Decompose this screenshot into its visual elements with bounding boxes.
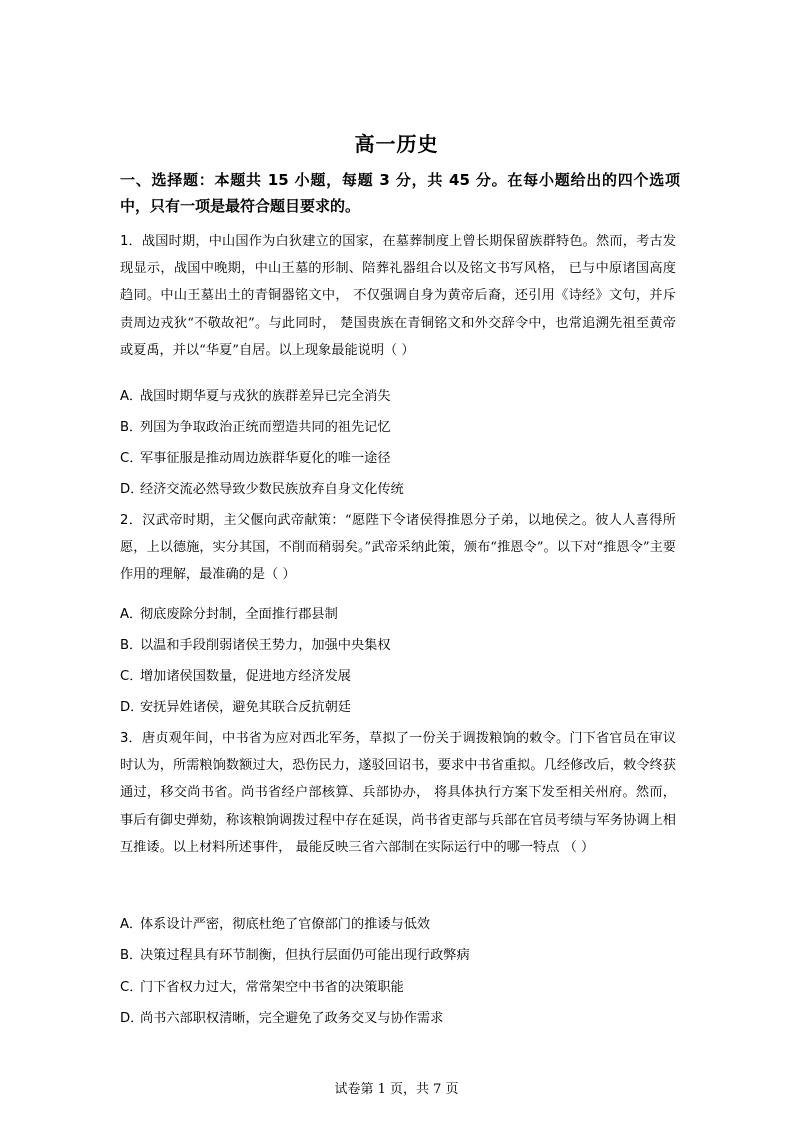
question-2-stem bbox=[120, 507, 676, 589]
question-2-option-c[interactable] bbox=[120, 667, 676, 687]
question-3-option-c[interactable] bbox=[120, 978, 676, 998]
question-3 bbox=[120, 725, 676, 861]
question-1 bbox=[120, 228, 676, 364]
section-heading: 一、选择题：本题共 15 小题，每题 3 分，共 45 分。在每小题给出的四个选项中，只有一项是最符合题目要求的。 bbox=[120, 171, 680, 215]
question-3-number: 3． bbox=[120, 731, 142, 746]
question-2-option-d[interactable] bbox=[120, 698, 676, 718]
option-letter: A． bbox=[120, 917, 143, 932]
question-3-option-d[interactable] bbox=[120, 1009, 676, 1029]
option-letter: C． bbox=[120, 669, 143, 684]
option-letter: D． bbox=[120, 482, 144, 497]
question-3-option-b[interactable] bbox=[120, 946, 676, 966]
option-text: 体系设计严密，彻底杜绝了官僚部门的推诿与低效 bbox=[140, 917, 431, 932]
option-letter: B． bbox=[120, 638, 143, 653]
question-2-number: 2． bbox=[120, 513, 143, 528]
option-text: 门下省权力过大，常常架空中书省的决策职能 bbox=[140, 980, 404, 995]
option-text: 增加诸侯国数量，促进地方经济发展 bbox=[140, 669, 351, 684]
question-2-option-b[interactable] bbox=[120, 636, 676, 656]
option-letter: B． bbox=[120, 420, 143, 435]
option-text: 安抚异姓诸侯，避免其联合反抗朝廷 bbox=[140, 700, 351, 715]
question-1-number: 1． bbox=[120, 234, 142, 249]
option-text: 列国为争取政治正统而塑造共同的祖先记忆 bbox=[140, 420, 391, 435]
page-footer: 试卷第 1 页，共 7 页 bbox=[334, 1082, 459, 1097]
option-letter: D． bbox=[120, 700, 144, 715]
question-1-stem bbox=[120, 228, 676, 364]
option-letter: A． bbox=[120, 389, 143, 404]
question-1-option-a[interactable] bbox=[120, 387, 676, 407]
option-letter: D． bbox=[120, 1011, 144, 1026]
question-1-text: 战国时期，中山国作为白狄建立的国家，在墓葬制度上曾长期保留族群特色。然而，考古发现显示，战国中晚期，中山王墓的形制、陪葬礼器组合以及铭文书写风格， 已与中原诸国高度趋同。中山王墓出土的青铜器铭文中， 不仅强调自身为黄帝后裔，还引用《诗经》文句，并斥责周边戎狄“不敬故祀”。与此同时， 楚国贵族在青铜铭文和外交辞令中，也常追溯先祖至黄帝或夏禹，并以“华夏”自居。以上现象最能说明（ ） bbox=[120, 234, 677, 358]
page-title: 高一历史 bbox=[354, 132, 439, 156]
question-2-text: 汉武帝时期，主父偃向武帝献策：“愿陛下令诸侯得推恩分子弟，以地侯之。彼人人喜得所愿，上以德施，实分其国，不削而稍弱矣。”武帝采纳此策，颁布“推恩令”。以下对“推恩令”主要作用的理解，最准确的是（ ） bbox=[120, 513, 676, 583]
question-3-stem bbox=[120, 725, 676, 861]
option-text: 决策过程具有环节制衡，但执行层面仍可能出现行政弊病 bbox=[140, 948, 470, 963]
option-text: 战国时期华夏与戎狄的族群差异已完全消失 bbox=[140, 389, 391, 404]
option-text: 彻底废除分封制，全面推行郡县制 bbox=[140, 607, 338, 622]
option-letter: A． bbox=[120, 607, 143, 622]
option-letter: B． bbox=[120, 948, 143, 963]
question-2 bbox=[120, 507, 676, 589]
question-1-option-d[interactable] bbox=[120, 480, 676, 500]
question-2-option-a[interactable] bbox=[120, 605, 676, 625]
option-text: 以温和手段削弱诸侯王势力，加强中央集权 bbox=[140, 638, 391, 653]
option-text: 军事征服是推动周边族群华夏化的唯一途径 bbox=[140, 451, 391, 466]
option-text: 尚书六部职权清晰，完全避免了政务交叉与协作需求 bbox=[140, 1011, 444, 1026]
option-letter: C． bbox=[120, 980, 143, 995]
question-3-option-a[interactable] bbox=[120, 915, 676, 935]
question-1-option-b[interactable] bbox=[120, 418, 676, 438]
option-text: 经济交流必然导致少数民族放弃自身文化传统 bbox=[140, 482, 404, 497]
option-letter: C． bbox=[120, 451, 143, 466]
question-1-option-c[interactable] bbox=[120, 449, 676, 469]
question-3-text: 唐贞观年间，中书省为应对西北军务，草拟了一份关于调拨粮饷的敕令。门下省官员在审议时认为，所需粮饷数额过大，恐伤民力，遂驳回诏书，要求中书省重拟。几经修改后，敕令终获通过，移交尚书省。尚书省经户部核算、兵部协办， 将具体执行方案下发至相关州府。然而， 事后有御史弹劾，称该粮饷调拨过程中存在延误，尚书省吏部与兵部在官员考绩与军务协调上相互推诿。以上材料所述事件， 最能反映三省六部制在实际运行中的哪一特点 （ ） bbox=[120, 731, 677, 855]
